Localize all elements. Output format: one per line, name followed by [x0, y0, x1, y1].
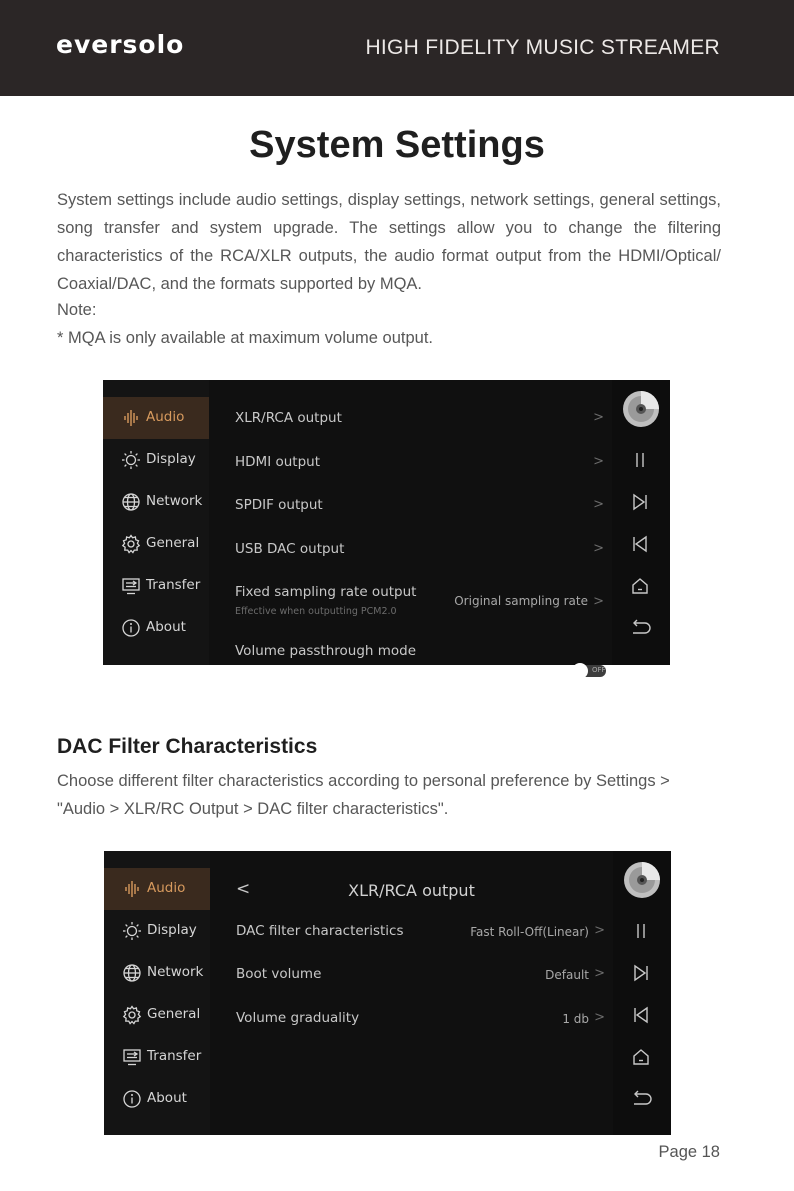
note-label: Note: [57, 301, 97, 319]
page-number: Page 18 [658, 1143, 720, 1161]
sidebar-item-about[interactable] [104, 1078, 210, 1120]
chevron-right-icon: > [594, 966, 605, 981]
sidebar-item-display[interactable] [104, 910, 210, 952]
sidebar-item-audio[interactable] [103, 397, 209, 439]
chevron-right-icon: > [593, 497, 604, 512]
sidebar-item-label: About [147, 1090, 187, 1106]
page-title: System Settings [249, 124, 545, 166]
info-icon [122, 1089, 142, 1109]
setting-label: Volume passthrough mode [235, 643, 417, 659]
pause-icon[interactable] [630, 450, 650, 470]
back-chevron-icon[interactable]: < [236, 879, 251, 899]
setting-row-xlr-rca[interactable] [209, 410, 612, 434]
globe-icon [121, 492, 141, 512]
gear-icon [122, 1005, 142, 1025]
sidebar-item-label: Audio [146, 409, 185, 425]
next-track-icon[interactable] [631, 963, 651, 983]
next-track-icon[interactable] [630, 492, 650, 512]
setting-value: Default [545, 968, 589, 982]
setting-value: 1 db [562, 1012, 589, 1026]
album-disc-icon[interactable] [622, 390, 660, 428]
sidebar-item-general[interactable] [104, 994, 210, 1036]
sidebar-item-label: Display [146, 451, 196, 467]
chevron-right-icon: > [594, 1010, 605, 1025]
sidebar-item-about[interactable] [103, 607, 209, 649]
back-icon[interactable] [630, 618, 650, 638]
setting-row-volume-passthrough[interactable] [209, 643, 612, 683]
sidebar-item-label: Network [146, 493, 203, 509]
info-icon [121, 618, 141, 638]
screen-subtitle: XLR/RCA output [348, 881, 475, 900]
sidebar-item-label: General [147, 1006, 201, 1022]
brand-logo: eversolo [56, 30, 185, 59]
home-icon[interactable] [630, 576, 650, 596]
setting-row-usb-dac[interactable] [209, 541, 612, 565]
setting-row-dac-filter[interactable] [210, 923, 613, 947]
sidebar-item-network[interactable] [104, 952, 210, 994]
sidebar-item-general[interactable] [103, 523, 209, 565]
album-disc-icon[interactable] [623, 861, 661, 899]
sidebar-item-label: About [146, 619, 186, 635]
xlr-rca-settings [210, 851, 613, 1135]
settings-sidebar [104, 851, 210, 1135]
sun-icon [121, 450, 141, 470]
sun-icon [122, 921, 142, 941]
settings-screenshot-audio [103, 380, 670, 674]
playback-rail [612, 380, 670, 665]
chevron-right-icon: > [594, 923, 605, 938]
page-header [0, 0, 794, 96]
setting-value: Original sampling rate [454, 594, 588, 608]
toggle-knob [572, 663, 588, 679]
setting-label: DAC filter characteristics [236, 923, 404, 939]
sidebar-item-label: Transfer [147, 1048, 202, 1064]
chevron-right-icon: > [593, 410, 604, 425]
setting-label: Boot volume [236, 966, 322, 982]
note-text: * MQA is only available at maximum volume output. [57, 329, 433, 347]
playback-rail [613, 851, 671, 1135]
chevron-right-icon: > [593, 541, 604, 556]
gear-icon [121, 534, 141, 554]
sidebar-item-network[interactable] [103, 481, 209, 523]
setting-label: XLR/RCA output [235, 410, 342, 426]
globe-icon [122, 963, 142, 983]
section-heading: DAC Filter Characteristics [57, 735, 318, 758]
section-body: Choose different filter characteristics according to personal preference by Settings > "Audio > XLR/RC Output > DAC filter characteristics". [57, 772, 670, 818]
setting-label: Volume graduality [236, 1010, 360, 1026]
sidebar-item-transfer[interactable] [103, 565, 209, 607]
sidebar-item-label: Audio [147, 880, 186, 896]
setting-label: USB DAC output [235, 541, 345, 557]
setting-label: HDMI output [235, 454, 320, 470]
setting-value: Fast Roll-Off(Linear) [470, 925, 589, 939]
setting-row-hdmi[interactable] [209, 454, 612, 478]
home-icon[interactable] [631, 1047, 651, 1067]
sidebar-item-transfer[interactable] [104, 1036, 210, 1078]
setting-row-boot-volume[interactable] [210, 966, 613, 990]
toggle-state: OFF [592, 666, 606, 674]
chevron-right-icon: > [593, 454, 604, 469]
intro-paragraph: System settings include audio settings, display settings, network settings, general settings, song transfer and system upgrade. The settings allow you to change the filtering characteristics of the RCA/XLR outputs, the audio format output from the HDMI/Optical/ Coaxial/DAC, and the formats supported by MQA. [57, 191, 721, 293]
sidebar-item-label: Display [147, 922, 197, 938]
audio-wave-icon [121, 408, 141, 428]
back-icon[interactable] [631, 1089, 651, 1109]
settings-screenshot-xlr-rca [104, 851, 671, 1135]
setting-row-spdif[interactable] [209, 497, 612, 521]
setting-label: SPDIF output [235, 497, 323, 513]
sidebar-item-label: Transfer [146, 577, 201, 593]
previous-track-icon[interactable] [630, 534, 650, 554]
volume-passthrough-toggle[interactable] [574, 665, 606, 677]
sidebar-item-display[interactable] [103, 439, 209, 481]
settings-list [209, 380, 612, 674]
setting-row-volume-graduality[interactable] [210, 1010, 613, 1034]
header-tagline: HIGH FIDELITY MUSIC STREAMER [365, 36, 720, 59]
sidebar-item-audio[interactable] [104, 868, 210, 910]
previous-track-icon[interactable] [631, 1005, 651, 1025]
setting-row-fixed-sampling[interactable] [209, 584, 612, 624]
chevron-right-icon: > [593, 594, 604, 609]
pause-icon[interactable] [631, 921, 651, 941]
sidebar-item-label: General [146, 535, 200, 551]
transfer-icon [122, 1047, 142, 1067]
setting-label: Fixed sampling rate output [235, 584, 417, 600]
transfer-icon [121, 576, 141, 596]
sidebar-item-label: Network [147, 964, 204, 980]
settings-sidebar [103, 380, 209, 665]
setting-sublabel: Effective when outputting PCM2.0 [235, 606, 397, 617]
audio-wave-icon [122, 879, 142, 899]
